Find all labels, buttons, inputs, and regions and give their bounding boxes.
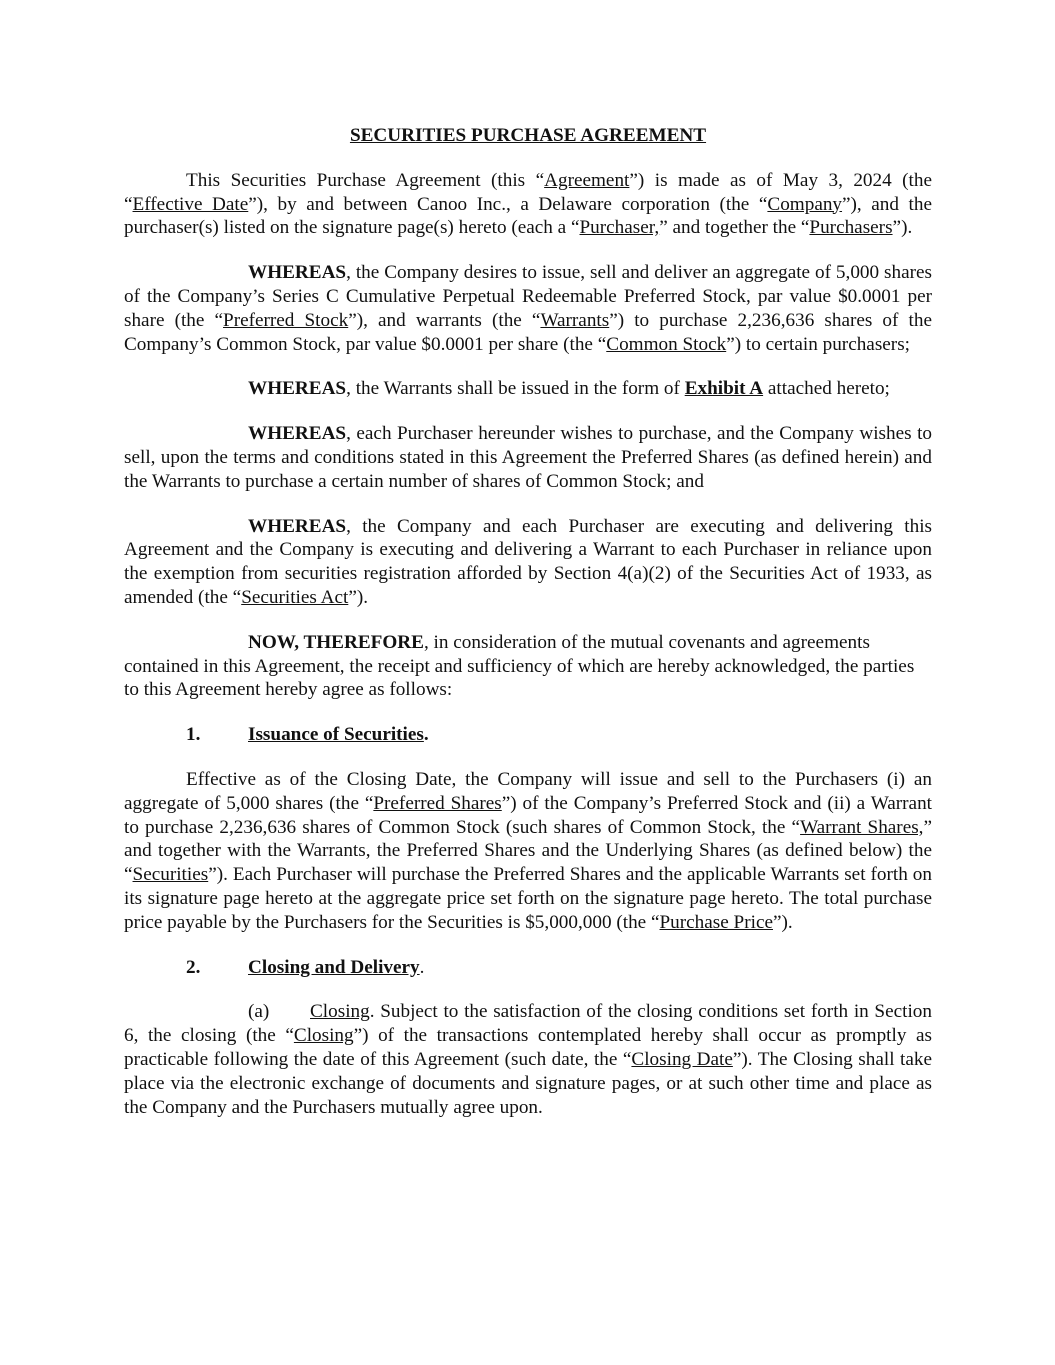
whereas-paragraph-3 <box>124 422 932 493</box>
text-run: ”). The Closing shall take place via the electronic exchange of documents and signature pages, or at such other time and place as the Company and the Purchasers mutually agree upon. <box>124 1048 932 1118</box>
text-run: , the Company and each Purchaser are executing and delivering this Agreement and the Company is executing and delivering a Warrant to each Purchaser in reliance upon the exemption from securities registration afforded by Section 4(a)(2) of the Securities Act of 1933, as amended (the “ <box>124 515 932 608</box>
defined-term-preferred-stock: Preferred Stock <box>223 309 349 331</box>
text-run: ”). Each Purchaser will purchase the Preferred Shares and the applicable Warrants set forth on its signature page hereto at the aggregate price set forth on the signature page hereto. The total purchase price payable by the Purchasers for the Securities is $5,000,000 (the “ <box>124 864 932 933</box>
defined-term-preferred-shares: Preferred Shares <box>373 792 502 814</box>
defined-term-agreement: Agreement <box>544 169 630 191</box>
text-run: ”) to purchase 2,236,636 shares of the Company’s Common Stock, par value $0.0001 per share (the “ <box>124 309 932 355</box>
whereas-paragraph-1 <box>124 261 932 356</box>
text-run: . Subject to the satisfaction of the closing conditions set forth in Section 6, the closing (the “ <box>124 1001 932 1047</box>
section-number: 2. <box>186 956 201 978</box>
defined-term-company: Company <box>767 193 843 215</box>
text-run: ”) of the transactions contemplated hereby shall occur as promptly as practicable following the date of this Agreement (such date, the “ <box>124 1025 932 1070</box>
whereas-label: WHEREAS <box>248 262 347 284</box>
text-run: attached hereto; <box>763 378 890 400</box>
text-run: , each Purchaser hereunder wishes to purchase, and the Company wishes to sell, upon the terms and conditions stated in this Agreement the Preferred Shares (as defined herein) and the Warrants to purchase a certain number of shares of Common Stock; and <box>124 423 932 492</box>
defined-term-effective-date: Effective Date <box>132 193 249 215</box>
section-2-heading <box>186 956 932 980</box>
whereas-label: WHEREAS <box>248 423 347 445</box>
whereas-paragraph-4 <box>124 515 932 610</box>
section-number: 1. <box>186 724 201 746</box>
text-run: , the Company desires to issue, sell and deliver an aggregate of 5,000 shares of the Company’s Series C Cumulative Perpetual Redeemable Preferred Stock, par value $0.0001 per share (the “ <box>124 262 932 331</box>
text-run: This Securities Purchase Agreement (this “ <box>186 169 545 191</box>
section-1-heading <box>186 723 932 747</box>
defined-term-warrant-shares: Warrant Shares, <box>800 816 924 838</box>
defined-term-closing: Closing <box>293 1025 354 1047</box>
text-run: ”), and the purchaser(s) listed on the signature page(s) hereto (each a “ <box>124 193 932 239</box>
subsection-label: (a) <box>248 1001 270 1023</box>
text-run: ” and together with the Warrants, the Preferred Shares and the Underlying Shares (as defined below) the “ <box>124 816 933 886</box>
defined-term-purchase-price: Purchase Price <box>659 911 773 933</box>
exhibit-a-reference: Exhibit A <box>684 378 764 400</box>
text-run: . <box>419 956 425 978</box>
section-title: Issuance of Securities <box>248 724 424 746</box>
defined-term-purchaser: Purchaser, <box>579 217 660 239</box>
text-run: ”) of the Company’s Preferred Stock and (ii) a Warrant to purchase 2,236,636 shares of Common Stock (such shares of Common Stock, the “ <box>124 792 932 838</box>
text-run: ”). <box>348 586 369 608</box>
intro-paragraph <box>124 169 932 240</box>
text-run: ”). <box>892 217 913 239</box>
whereas-label: WHEREAS <box>248 515 347 537</box>
text-run: , in consideration of the mutual covenants and agreements contained in this Agreement, the receipt and sufficiency of which are hereby acknowledged, the parties to this Agreement hereby agree as follows: <box>124 631 915 701</box>
text-run: ”) to certain purchasers; <box>726 333 910 355</box>
defined-term-common-stock: Common Stock <box>606 333 727 355</box>
whereas-label: WHEREAS <box>248 378 347 400</box>
text-run: ”) is made as of May 3, 2024 (the “ <box>124 169 932 215</box>
section-1-body <box>124 768 932 935</box>
text-run: ”). <box>773 911 793 933</box>
defined-term-closing-date: Closing Date <box>631 1048 733 1070</box>
defined-term-securities: Securities <box>132 864 209 886</box>
text-run: ”), by and between Canoo Inc., a Delaware corporation (the “ <box>248 193 768 215</box>
now-therefore-label: NOW, THEREFORE <box>248 631 424 653</box>
section-title: Closing and Delivery <box>248 956 420 978</box>
text-run: Effective as of the Closing Date, the Company will issue and sell to the Purchasers (i) an aggregate of 5,000 shares (the “ <box>124 768 932 814</box>
document-page <box>124 124 932 1119</box>
text-run: ” and together the “ <box>659 217 810 239</box>
section-2a-body <box>124 1000 932 1119</box>
whereas-paragraph-2 <box>124 377 932 401</box>
text-run: , the Warrants shall be issued in the form of <box>346 378 685 400</box>
text-run: . <box>423 724 429 746</box>
now-therefore-paragraph <box>124 631 932 702</box>
text-run: ”), and warrants (the “ <box>348 309 541 331</box>
subsection-caption: Closing <box>310 1001 370 1023</box>
defined-term-securities-act: Securities Act <box>241 586 349 608</box>
defined-term-warrants: Warrants <box>540 309 610 331</box>
defined-term-purchasers: Purchasers <box>809 217 893 239</box>
document-title: SECURITIES PURCHASE AGREEMENT <box>349 125 707 146</box>
